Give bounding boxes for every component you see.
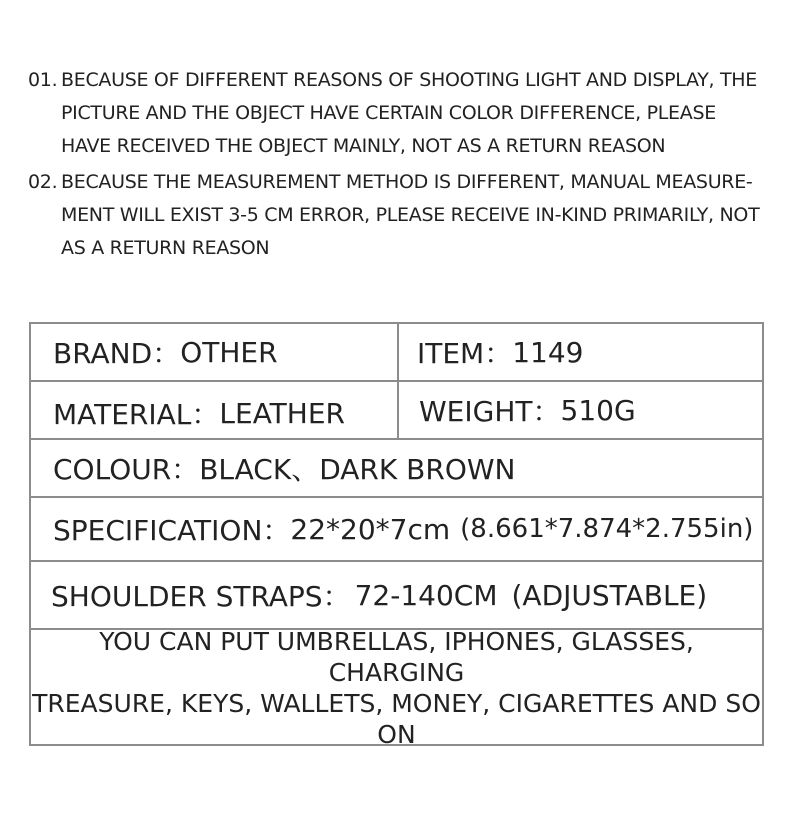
colour-value: BLACK、DARK BROWN [199, 453, 516, 486]
spec-row-shoulder-straps [31, 562, 762, 630]
shoulder-straps-note: (ADJUSTABLE) [511, 578, 708, 612]
notes-section [28, 64, 768, 268]
item-cell [417, 324, 583, 380]
specification-value: 22*20*7cm [290, 512, 451, 546]
spec-row-brand-item [31, 324, 762, 382]
colour-cell [53, 440, 516, 496]
weight-value: 510G [560, 393, 636, 427]
usage-text: YOU CAN PUT UMBRELLAS, IPHONES, GLASSES, CHARGING TREASURE, KEYS, WALLETS, MONEY, CIGARETTES AND SO ON [32, 627, 761, 749]
spec-row-material-weight [31, 382, 762, 440]
column-divider [397, 324, 399, 380]
note-2 [28, 166, 768, 265]
material-value: LEATHER [219, 396, 345, 430]
weight-cell [419, 382, 636, 438]
spec-row-colour [31, 440, 762, 498]
spec-row-usage [31, 627, 762, 749]
material-label: MATERIAL： [53, 398, 220, 431]
specification-inches: (8.661*7.874*2.755in) [460, 514, 754, 544]
specification-label: SPECIFICATION： [53, 514, 291, 547]
item-value: 1149 [512, 335, 584, 369]
brand-value: OTHER [180, 335, 278, 369]
colour-label: COLOUR： [53, 453, 200, 486]
note-number: 02. [28, 171, 58, 193]
note-number: 01. [28, 69, 58, 91]
spec-row-specification [31, 498, 762, 562]
weight-label: WEIGHT： [419, 395, 561, 428]
spec-table [29, 322, 764, 749]
note-text: BECAUSE THE MEASUREMENT METHOD IS DIFFERENT, MANUAL MEASURE- MENT WILL EXIST 3-5 CM ERROR, PLEASE RECEIVE IN-KIND PRIMARILY, NOT AS A RETURN REASON [61, 171, 760, 259]
shoulder-straps-value: 72-140CM [354, 578, 498, 612]
brand-label: BRAND： [53, 337, 181, 370]
item-label: ITEM： [417, 337, 513, 370]
note-1 [28, 64, 768, 163]
brand-cell [53, 324, 278, 380]
note-text: BECAUSE OF DIFFERENT REASONS OF SHOOTING LIGHT AND DISPLAY, THE PICTURE AND THE OBJECT HAVE CERTAIN COLOR DIFFERENCE, PLEASE HAVE RECEIVED THE OBJECT MAINLY, NOT AS A RETURN REASON [61, 69, 758, 157]
specification-cell [53, 498, 753, 560]
shoulder-straps-label: SHOULDER STRAPS： [51, 580, 351, 613]
shoulder-straps-cell [51, 562, 707, 628]
material-cell [53, 382, 345, 438]
column-divider [397, 382, 399, 438]
